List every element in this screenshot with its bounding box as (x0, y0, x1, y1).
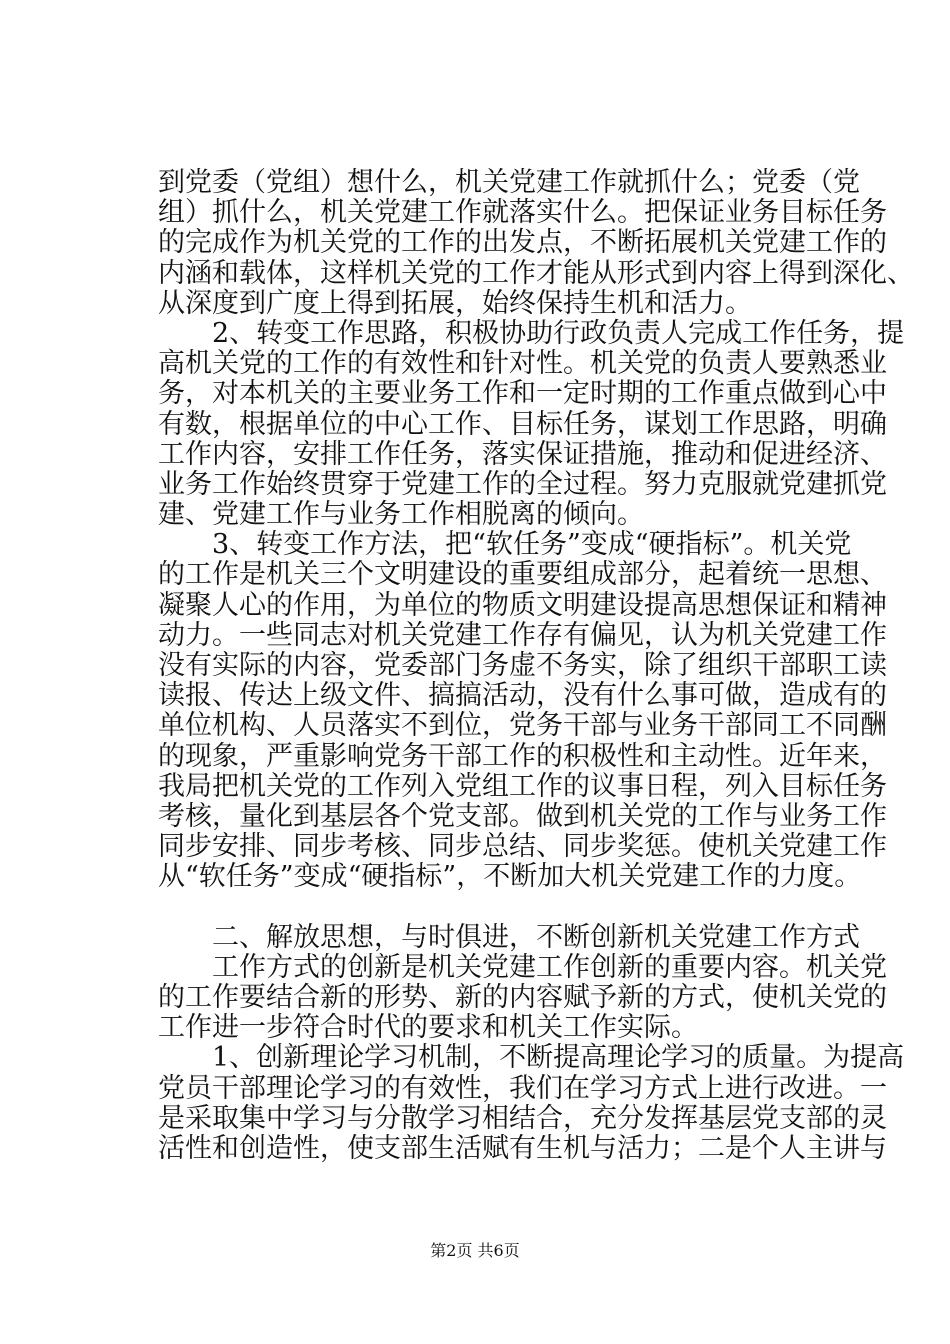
text-line: 没有实际的内容，党委部门务虚不务实，除了组织干部职工读 (158, 650, 887, 681)
document-body (158, 167, 914, 1164)
text-line: 的现象，严重影响党务干部工作的积极性和主动性。近年来， (158, 740, 887, 772)
text-line: 3、转变工作方法，把“软任务”变成“硬指标”。机关党 (158, 529, 852, 561)
text-line: 单位机构、人员落实不到位，党务干部与业务干部同工不同酬 (158, 710, 887, 742)
text-line: 建、党建工作与业务工作相脱离的倾向。 (158, 499, 644, 531)
text-line: 活性和创造性，使支部生活赋有生机与活力；二是个人主讲与 (158, 1133, 887, 1164)
text-line: 党员干部理论学习的有效性，我们在学习方式上进行改进。一 (158, 1072, 887, 1104)
text-line: 从深度到广度上得到拓展，始终保持生机和活力。 (158, 287, 752, 319)
text-line: 是采取集中学习与分散学习相结合，充分发挥基层党支部的灵 (158, 1102, 887, 1134)
text-line: 1、创新理论学习机制，不断提高理论学习的质量。为提高 (158, 1042, 905, 1074)
text-line: 有数，根据单位的中心工作、目标任务，谋划工作思路，明确 (158, 408, 887, 440)
text-line: 业务工作始终贯穿于党建工作的全过程。努力克服就党建抓党 (158, 468, 887, 500)
text-line: 高机关党的工作的有效性和针对性。机关党的负责人要熟悉业 (158, 348, 887, 380)
text-line: 2、转变工作思路，积极协助行政负责人完成工作任务，提 (158, 317, 905, 349)
text-line: 同步安排、同步考核、同步总结、同步奖惩。使机关党建工作 (158, 831, 887, 863)
text-line: 从“软任务”变成“硬指标”，不断加大机关党建工作的力度。 (158, 861, 862, 893)
text-line: 的工作要结合新的形势、新的内容赋予新的方式，使机关党的 (158, 982, 887, 1014)
text-line: 的完成作为机关党的工作的出发点，不断拓展机关党建工作的 (158, 227, 887, 259)
section-heading: 二、解放思想，与时俱进，不断创新机关党建工作方式 (158, 921, 860, 953)
text-line: 读报、传达上级文件、搞搞活动，没有什么事可做，造成有的 (158, 680, 887, 712)
text-line: 工作方式的创新是机关党建工作创新的重要内容。机关党 (158, 951, 887, 983)
text-line: 我局把机关党的工作列入党组工作的议事日程，列入目标任务 (158, 770, 887, 802)
text-line: 考核，量化到基层各个党支部。做到机关党的工作与业务工作 (158, 800, 887, 832)
text-line: 工作内容，安排工作任务，落实保证措施，推动和促进经济、 (158, 438, 887, 470)
paragraph-gap (158, 893, 838, 923)
text-line: 凝聚人心的作用，为单位的物质文明建设提高思想保证和精神 (158, 589, 887, 621)
text-line: 务，对本机关的主要业务工作和一定时期的工作重点做到心中 (158, 378, 887, 410)
page-footer: 第2页 共6页 (430, 1241, 520, 1260)
text-line: 到党委（党组）想什么，机关党建工作就抓什么；党委（党 (158, 167, 860, 198)
text-line: 组）抓什么，机关党建工作就落实什么。把保证业务目标任务 (158, 197, 887, 229)
text-line: 内涵和载体，这样机关党的工作才能从形式到内容上得到深化、 (158, 257, 914, 289)
text-line: 工作进一步符合时代的要求和机关工作实际。 (158, 1012, 698, 1044)
text-line: 的工作是机关三个文明建设的重要组成部分，起着统一思想、 (158, 559, 887, 591)
text-line: 动力。一些同志对机关党建工作存有偏见，认为机关党建工作 (158, 619, 887, 651)
